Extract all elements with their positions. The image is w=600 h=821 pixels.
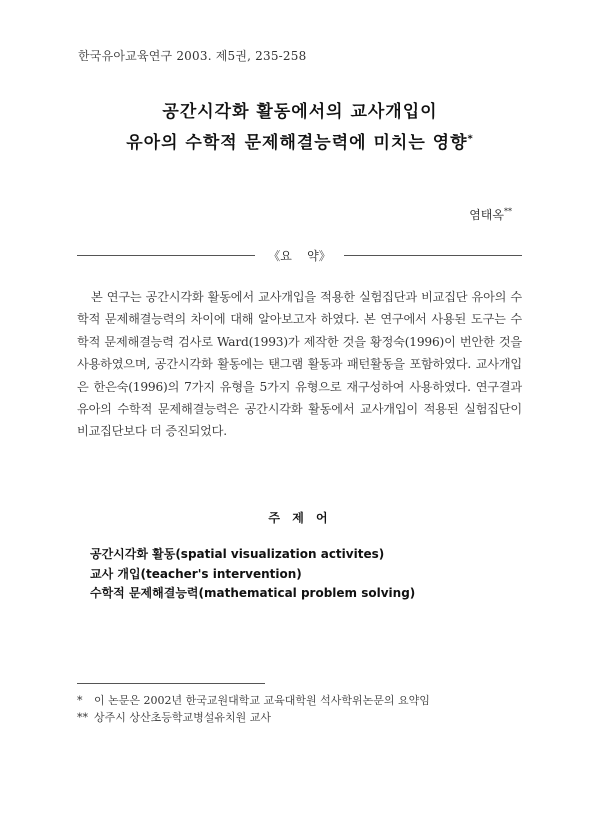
abstract-heading: 《요 약》: [268, 249, 331, 263]
footnote-mark: *: [77, 694, 83, 707]
title-footnote-mark: *: [467, 133, 474, 145]
abstract-rule-left: [77, 255, 255, 256]
footnote-text: 이 논문은 2002년 한국교원대학교 교육대학원 석사학위논문의 요약임: [94, 694, 430, 707]
footnote-item: [77, 709, 430, 726]
keyword-item: 교사 개입(teacher's intervention): [90, 566, 302, 581]
keywords-heading: 주 제 어: [268, 511, 332, 525]
author-footnote-mark: **: [504, 207, 512, 216]
abstract-rule-right: [344, 255, 522, 256]
footnotes: [77, 692, 430, 726]
paper-title-line-2: [40, 128, 560, 153]
abstract-text: 본 연구는 공간시각화 활동에서 교사개입을 적용한 실험집단과 비교집단 유아의 수학적 문제해결능력의 차이에 대해 알아보고자 하였다. 본 연구에서 사용된 도구는 수학적 문제해결능력 검사로 Ward(1993)가 제작한 것을 황정숙(1996)이 번안한 것을 사용하였으며, 공간시각화 활동에는 탠그램 활동과 패턴활동을 포함하였다. 교사개입은 한은숙(1996)의 7가지 유형을 5가지 유형으로 재구성하여 사용하였다. 연구결과 유아의 수학적 문제해결능력은 공간시각화 활동에서 교사개입이 적용된 실험집단이 비교집단보다 더 증진되었다.: [77, 290, 522, 439]
keyword-item: 수학적 문제해결능력(mathematical problem solving): [90, 586, 416, 600]
footnote-text: 상주시 상산초등학교병설유치원 교사: [94, 711, 272, 724]
author: [469, 206, 512, 223]
footnote-item: [77, 692, 430, 709]
footnote-mark: **: [77, 711, 88, 724]
journal-citation: 한국유아교육연구 2003. 제5권, 235-258: [78, 49, 307, 63]
footnote-divider: [77, 683, 265, 684]
author-name: 염태옥: [469, 208, 504, 222]
paper-title-line-1: [40, 97, 560, 122]
title-line-1-text: 공간시각화 활동에서의 교사개입이: [162, 102, 438, 122]
title-line-2-text: 유아의 수학적 문제해결능력에 미치는 영향: [126, 133, 468, 153]
keywords-list: [90, 545, 415, 604]
keyword-item: 공간시각화 활동(spatial visualization activites): [90, 547, 385, 561]
